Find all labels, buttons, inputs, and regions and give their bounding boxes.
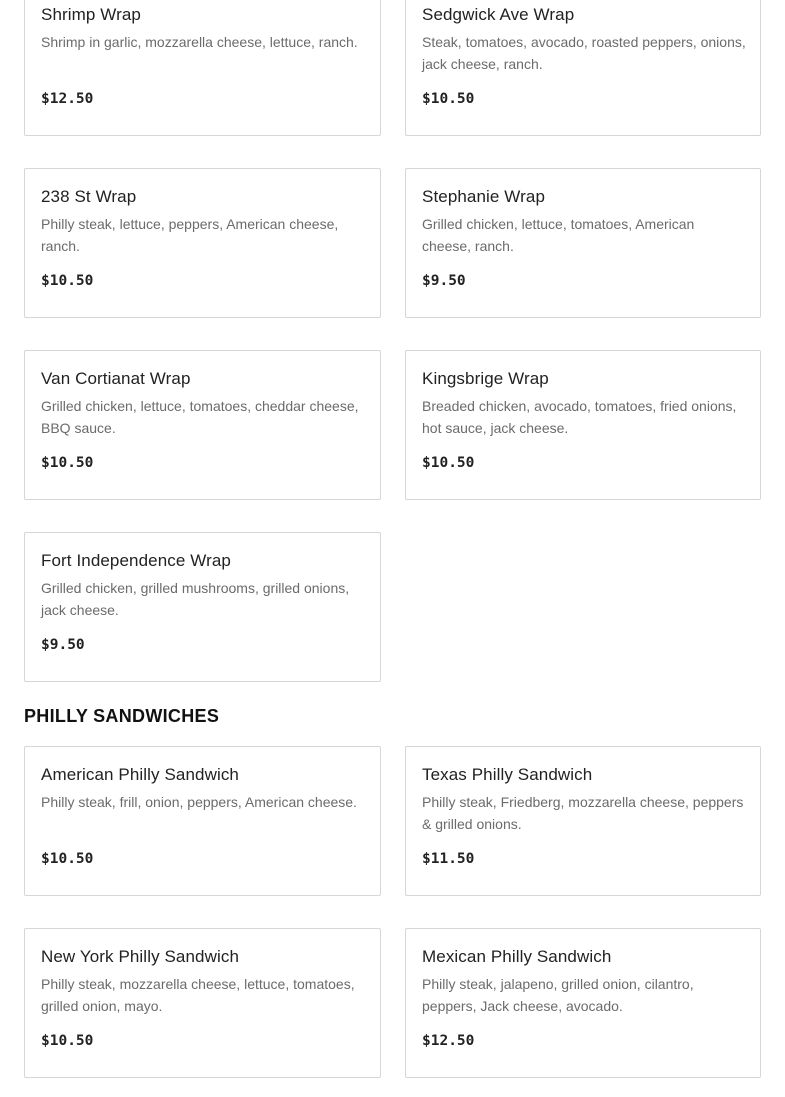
- item-description: Philly steak, lettuce, peppers, American cheese, ranch.: [41, 216, 339, 254]
- item-description: Philly steak, Friedberg, mozzarella cheese, peppers & grilled onions.: [422, 794, 744, 832]
- menu-item-card[interactable]: [24, 168, 381, 318]
- item-price: $10.50: [422, 455, 475, 471]
- item-name: Mexican Philly Sandwich: [422, 947, 612, 966]
- item-description: Steak, tomatoes, avocado, roasted peppers, onions, jack cheese, ranch.: [422, 34, 746, 72]
- item-price: $10.50: [422, 91, 475, 107]
- item-price: $12.50: [422, 1033, 475, 1049]
- item-name: Kingsbrige Wrap: [422, 369, 549, 388]
- menu-item-card[interactable]: [24, 928, 381, 1078]
- item-name: New York Philly Sandwich: [41, 947, 239, 966]
- item-name: Stephanie Wrap: [422, 187, 545, 206]
- item-description: Shrimp in garlic, mozzarella cheese, lettuce, ranch.: [41, 34, 358, 50]
- item-price: $12.50: [41, 91, 94, 107]
- item-description: Philly steak, jalapeno, grilled onion, cilantro, peppers, Jack cheese, avocado.: [422, 976, 694, 1014]
- menu-item-card[interactable]: [24, 532, 381, 682]
- item-name: Shrimp Wrap: [41, 5, 141, 24]
- item-price: $10.50: [41, 455, 94, 471]
- item-price: $10.50: [41, 1033, 94, 1049]
- item-description: Breaded chicken, avocado, tomatoes, fried onions, hot sauce, jack cheese.: [422, 398, 737, 436]
- item-price: $11.50: [422, 851, 475, 867]
- item-name: American Philly Sandwich: [41, 765, 239, 784]
- menu-item-card[interactable]: [24, 350, 381, 500]
- item-description: Philly steak, mozzarella cheese, lettuce, tomatoes, grilled onion, mayo.: [41, 976, 355, 1014]
- menu-item-card[interactable]: [405, 0, 761, 136]
- menu-item-card[interactable]: [405, 350, 761, 500]
- menu-item-card[interactable]: [24, 0, 381, 136]
- item-price: $10.50: [41, 851, 94, 867]
- menu-item-card[interactable]: [24, 746, 381, 896]
- item-name: Fort Independence Wrap: [41, 551, 231, 570]
- item-price: $10.50: [41, 273, 94, 289]
- menu-item-card[interactable]: [405, 928, 761, 1078]
- item-name: Van Cortianat Wrap: [41, 369, 191, 388]
- section-heading: PHILLY SANDWICHES: [24, 706, 220, 726]
- menu-item-card[interactable]: [405, 168, 761, 318]
- item-description: Grilled chicken, lettuce, tomatoes, American cheese, ranch.: [422, 216, 695, 254]
- item-description: Philly steak, frill, onion, peppers, American cheese.: [41, 794, 357, 810]
- item-name: 238 St Wrap: [41, 187, 137, 206]
- item-name: Texas Philly Sandwich: [422, 765, 593, 784]
- item-price: $9.50: [422, 273, 466, 289]
- item-description: Grilled chicken, grilled mushrooms, grilled onions, jack cheese.: [41, 580, 350, 618]
- item-price: $9.50: [41, 637, 85, 653]
- item-description: Grilled chicken, lettuce, tomatoes, cheddar cheese, BBQ sauce.: [41, 398, 359, 436]
- menu-item-card[interactable]: [405, 746, 761, 896]
- item-name: Sedgwick Ave Wrap: [422, 5, 575, 24]
